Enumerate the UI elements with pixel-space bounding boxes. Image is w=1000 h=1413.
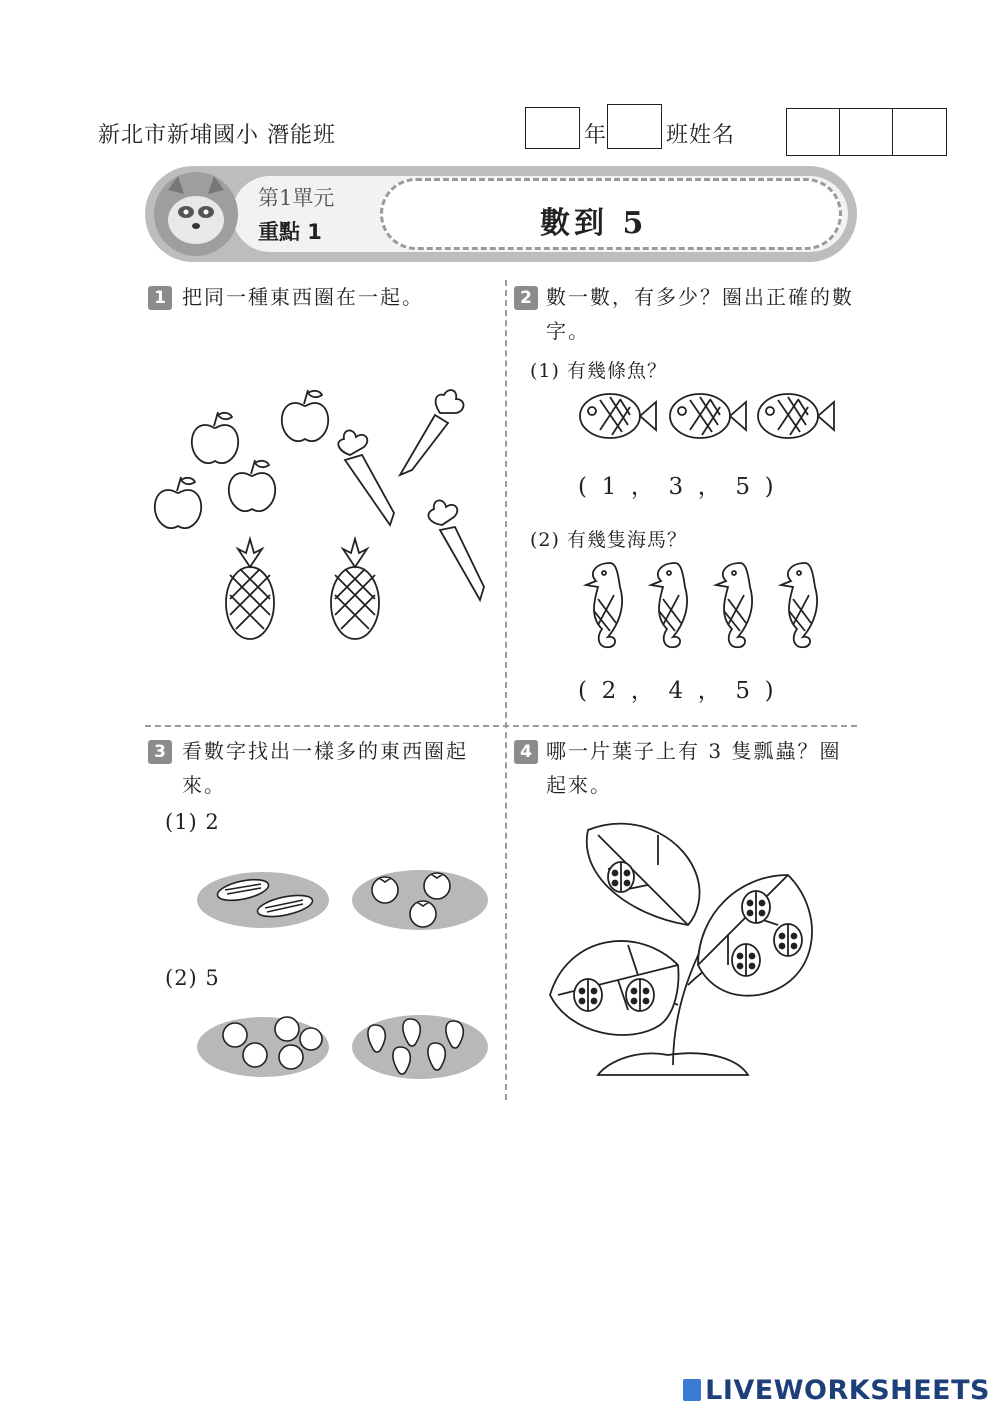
name-input-box-3[interactable] xyxy=(892,108,947,156)
orange-icon xyxy=(275,1017,299,1041)
ladybug-icon xyxy=(774,924,802,956)
tomato-icon xyxy=(372,877,398,903)
carrot-icon xyxy=(338,430,394,525)
question-3-part-2-label: (2) 5 xyxy=(165,966,220,990)
seahorse-icon xyxy=(716,563,752,647)
question-3-text: 看數字找出一樣多的東西圈起來。 xyxy=(182,739,468,797)
question-2-number: 2 xyxy=(514,286,538,310)
seahorse-answer-options[interactable]: ( 2 ， 4 ， 5 ) xyxy=(578,678,774,704)
question-4-number: 4 xyxy=(514,740,538,764)
carrot-icon xyxy=(428,500,484,600)
apple-icon xyxy=(229,460,275,511)
leaf-left-icon xyxy=(550,941,678,1035)
liveworksheets-logo xyxy=(683,1375,990,1406)
carrot-icon xyxy=(400,390,464,475)
class-name-label: 班姓名 xyxy=(666,123,736,148)
plates-group-2[interactable] xyxy=(195,1005,495,1085)
name-input-box-1[interactable] xyxy=(786,108,840,156)
apple-icon xyxy=(282,390,328,441)
ladybug-icon xyxy=(608,862,634,892)
class-input-box[interactable] xyxy=(607,104,662,149)
ladybug-icon xyxy=(732,944,760,976)
seahorse-icon xyxy=(781,563,817,647)
fish-icon xyxy=(580,394,656,438)
question-1-number: 1 xyxy=(148,286,172,310)
question-1-text: 把同一種東西圈在一起。 xyxy=(182,285,424,309)
apple-icon xyxy=(192,412,238,463)
seahorse-icon xyxy=(651,563,687,647)
fruit-vegetable-picture[interactable] xyxy=(150,385,500,655)
apple-icon xyxy=(155,477,201,528)
orange-icon xyxy=(223,1023,247,1047)
ladybug-icon xyxy=(626,979,654,1011)
pineapple-icon xyxy=(331,539,379,639)
seahorse-picture xyxy=(570,555,840,655)
unit-label: 第1單元 xyxy=(258,186,335,210)
plates-group-1[interactable] xyxy=(195,860,495,940)
leaves-ladybugs-picture[interactable] xyxy=(548,815,838,1085)
fish-icon xyxy=(758,394,834,438)
question-2-part-2-label: (2) 有幾隻海馬？ xyxy=(530,529,687,551)
tomato-icon xyxy=(410,901,436,927)
point-label: 重點 1 xyxy=(258,220,322,244)
grade-label: 年 xyxy=(584,123,608,148)
horizontal-divider xyxy=(145,725,857,727)
vertical-divider xyxy=(505,280,507,1100)
seahorse-icon xyxy=(586,563,622,647)
orange-icon xyxy=(279,1045,303,1069)
brand-text: LIVEWORKSHEETS xyxy=(705,1375,990,1406)
name-input-box-2[interactable] xyxy=(839,108,893,156)
brand-mark-icon xyxy=(683,1379,701,1401)
school-class-label: 新北市新埔國小 潛能班 xyxy=(98,123,336,148)
orange-icon xyxy=(300,1028,322,1050)
fish-icon xyxy=(670,394,746,438)
fish-answer-options[interactable]: ( 1 ， 3 ， 5 ) xyxy=(578,474,774,500)
question-3-part-1-label: (1) 2 xyxy=(165,810,220,834)
leaf-top-icon xyxy=(587,824,700,925)
ladybug-icon xyxy=(742,891,770,923)
orange-icon xyxy=(243,1043,267,1067)
grade-input-box[interactable] xyxy=(525,107,580,149)
tomato-icon xyxy=(424,873,450,899)
pineapple-icon xyxy=(226,539,274,639)
fish-picture xyxy=(570,385,840,447)
unit-title: 數到 5 xyxy=(540,206,648,241)
question-4-text: 哪一片葉子上有 3 隻瓢蟲？圈起來。 xyxy=(546,739,842,797)
ladybug-icon xyxy=(574,979,602,1011)
question-2-text: 數一數，有多少？圈出正確的數字。 xyxy=(546,285,854,343)
raccoon-mascot-icon xyxy=(148,168,248,260)
question-2-part-1-label: (1) 有幾條魚？ xyxy=(530,360,667,382)
question-3-number: 3 xyxy=(148,740,172,764)
